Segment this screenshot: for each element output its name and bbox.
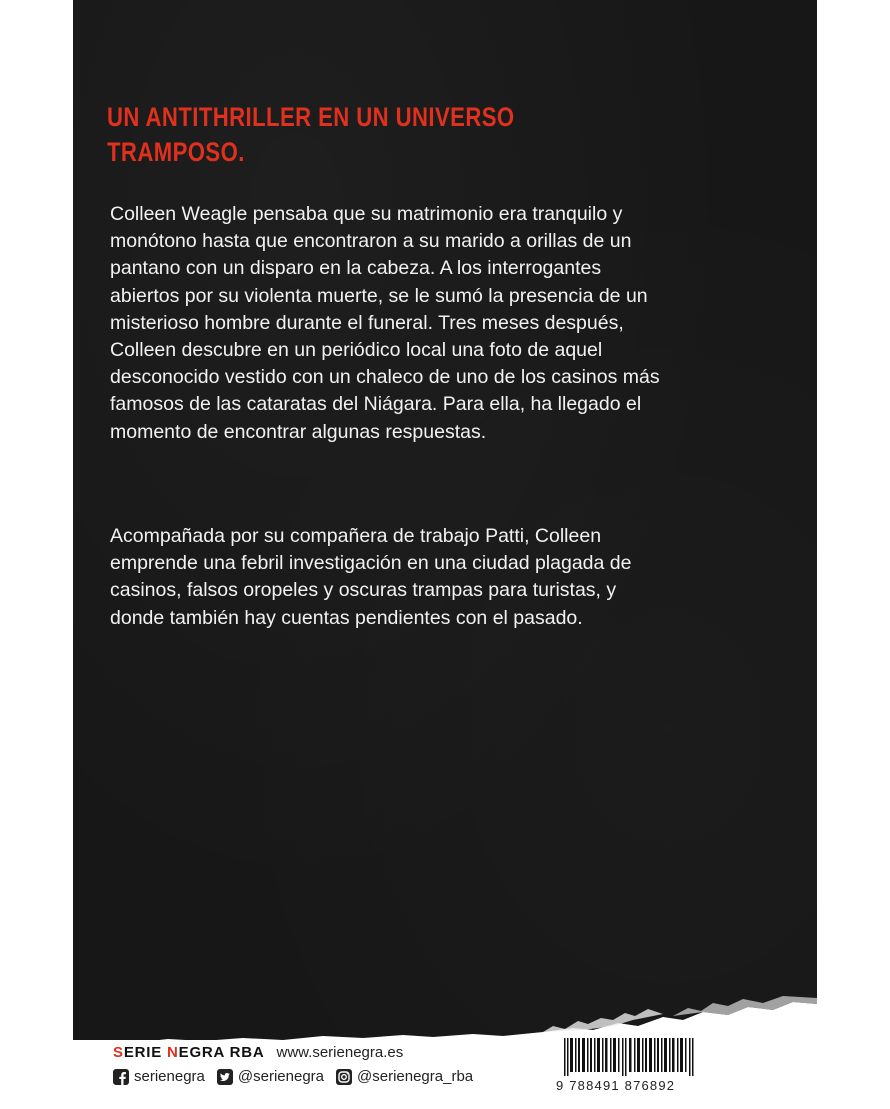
- social-instagram[interactable]: [336, 1068, 473, 1085]
- publisher-line: [113, 1044, 403, 1066]
- brand-s-initial: S: [113, 1044, 124, 1061]
- twitter-handle: @serienegra: [237, 1068, 324, 1085]
- twitter-icon: [217, 1069, 233, 1085]
- facebook-icon: [113, 1069, 129, 1085]
- brand-rba: RBA: [229, 1044, 265, 1061]
- synopsis-paragraph-1: Colleen Weagle pensaba que su matrimonio era tranquilo y monótono hasta que encontraron a su marido a orillas de un pantano con un disparo en la cabeza. A los interrogantes abiertos por su violenta muerte, se le sumó la presencia de un misterioso hombre durante el funeral. Tres meses después, Colleen descubre en un periódico local una foto de aquel desconocido vestido con un chaleco de uno de los casinos más famosos de las cataratas del Niágara. Para ella, ha llegado el momento de encontrar algunas respuestas.: [110, 203, 660, 443]
- facebook-handle: serienegra: [134, 1068, 205, 1085]
- social-links: [113, 1068, 485, 1085]
- social-facebook[interactable]: [113, 1068, 205, 1085]
- social-twitter[interactable]: [217, 1068, 324, 1085]
- website-link[interactable]: www.serienegra.es: [276, 1044, 404, 1061]
- synopsis-paragraph-2: Acompañada por su compañera de trabajo Patti, Colleen emprende una febril investigación en una ciudad plagada de casinos, falsos oropeles y oscuras trampas para turistas, y donde también hay cuentas pendientes con el pasado.: [110, 525, 632, 629]
- headline: UN ANTITHRILLER EN UN UNIVERSO TRAMPOSO.: [107, 102, 515, 167]
- publisher-brand: [113, 1044, 265, 1061]
- isbn-barcode: [556, 1038, 706, 1076]
- instagram-handle: @serienegra_rba: [357, 1068, 474, 1085]
- brand-serie: ERIE: [123, 1044, 167, 1061]
- isbn-number: 9 788491 876892: [556, 1078, 676, 1093]
- brand-negra: EGRA: [178, 1044, 230, 1061]
- instagram-icon: [336, 1069, 352, 1085]
- brand-n-initial: N: [167, 1044, 179, 1061]
